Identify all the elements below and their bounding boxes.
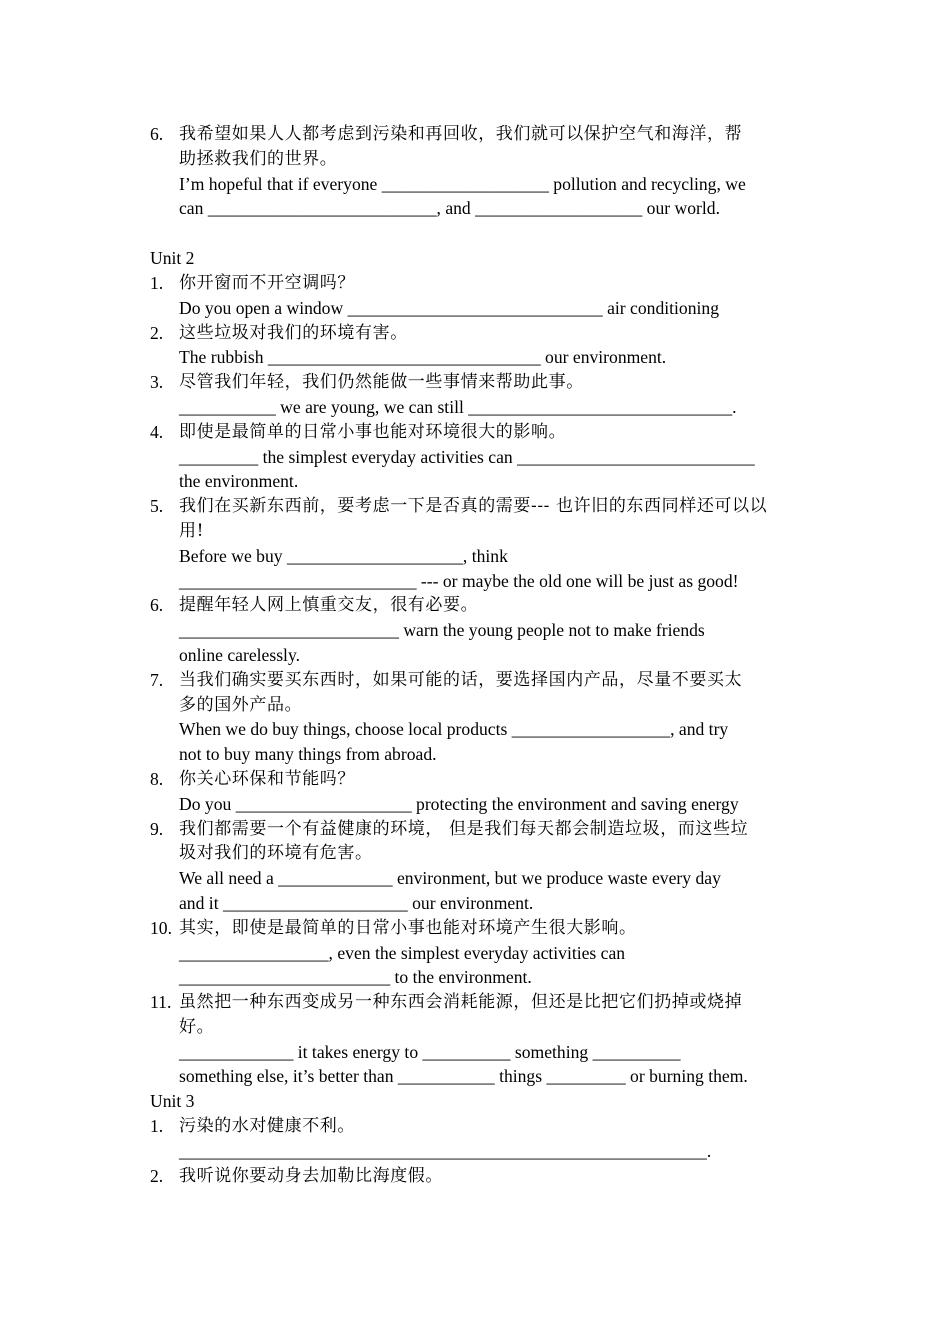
chinese-sentence: 你开窗而不开空调吗？ [179, 272, 355, 293]
english-sentence: online carelessly. [179, 644, 300, 665]
english-sentence: _________________, even the simplest everyday activities can [179, 942, 626, 963]
chinese-sentence: 多的国外产品。 [179, 694, 303, 715]
unit-heading: Unit 2 [150, 248, 195, 269]
chinese-sentence: 我听说你要动身去加勒比海度假。 [179, 1165, 443, 1186]
english-sentence: something else, it’s better than ___________ things _________ or burning them. [179, 1066, 748, 1087]
item-number: 1. [150, 272, 164, 293]
exercise-item [0, 420, 950, 494]
exercise-item [0, 767, 950, 817]
item-number: 5. [150, 496, 164, 517]
item-number: 2. [150, 1165, 164, 1186]
chinese-sentence: 我希望如果人人都考虑到污染和再回收，我们就可以保护空气和海洋，帮 [179, 124, 743, 144]
chinese-sentence: 这些垃圾对我们的环境有害。 [179, 322, 408, 343]
english-sentence: ____________________________________________________________. [179, 1140, 712, 1161]
english-sentence: We all need a _____________ environment, but we produce waste every day [179, 868, 721, 889]
unit-heading: Unit 3 [150, 1091, 195, 1112]
chinese-sentence: 我们在买新东西前，要考虑一下是否真的需要--- 也许旧的东西同样还可以以 [179, 496, 768, 517]
exercise-item [0, 668, 950, 767]
chinese-sentence: 虽然把一种东西变成另一种东西会消耗能源，但还是比把它们扔掉或烧掉 [179, 992, 743, 1013]
top-item-6 [0, 122, 950, 221]
chinese-sentence: 即使是最简单的日常小事也能对环境很大的影响。 [179, 421, 567, 442]
english-sentence: I’m hopeful that if everyone ___________________ pollution and recycling, we [179, 173, 746, 194]
exercise-item [0, 593, 950, 667]
exercise-item [0, 1114, 950, 1164]
unit-2-section [0, 246, 950, 1089]
unit-3-section [0, 1089, 950, 1188]
item-number: 7. [150, 669, 164, 690]
document-page [0, 122, 950, 1188]
english-sentence: The rubbish _______________________________ our environment. [179, 347, 667, 368]
exercise-item [0, 817, 950, 916]
chinese-sentence: 当我们确实要买东西时，如果可能的话，要选择国内产品，尽量不要买太 [179, 669, 743, 690]
chinese-sentence: 尽管我们年轻，我们仍然能做一些事情来帮助此事。 [179, 372, 584, 393]
chinese-sentence: 圾对我们的环境有危害。 [179, 843, 373, 864]
english-sentence: ___________________________ --- or maybe the old one will be just as good! [179, 570, 739, 591]
exercise-item [0, 271, 950, 321]
exercise-item [0, 990, 950, 1089]
english-sentence: Do you open a window _____________________________ air conditioning [179, 297, 719, 318]
english-sentence: _________________________ warn the young people not to make friends [179, 620, 705, 641]
item-number: 3. [150, 372, 164, 393]
exercise-item [0, 321, 950, 371]
item-number: 8. [150, 768, 164, 789]
english-sentence: When we do buy things, choose local products __________________, and try [179, 719, 729, 740]
english-sentence: Before we buy ____________________, think [179, 545, 508, 566]
exercise-item [0, 916, 950, 990]
item-number: 1. [150, 1116, 164, 1137]
chinese-sentence: 用! [179, 520, 205, 541]
english-sentence: _________ the simplest everyday activities can ___________________________ [179, 446, 755, 467]
english-sentence: ___________ we are young, we can still ______________________________. [179, 396, 737, 417]
item-number: 2. [150, 322, 164, 343]
english-sentence: Do you ____________________ protecting the environment and saving energy [179, 793, 739, 814]
english-sentence: _____________ it takes energy to __________ something __________ [179, 1041, 681, 1062]
item-number: 4. [150, 421, 164, 442]
chinese-sentence: 你关心环保和节能吗？ [179, 768, 355, 789]
english-sentence: the environment. [179, 471, 299, 492]
chinese-sentence: 我们都需要一个有益健康的环境， 但是我们每天都会制造垃圾，而这些垃 [179, 818, 749, 839]
english-sentence: ________________________ to the environment. [179, 967, 532, 988]
item-number: 11. [150, 992, 172, 1013]
chinese-sentence: 好。 [179, 1016, 215, 1037]
chinese-sentence: 提醒年轻人网上慎重交友，很有必要。 [179, 595, 479, 616]
item-number: 6. [150, 595, 164, 616]
item-number: 6. [150, 124, 164, 144]
item-number: 9. [150, 818, 164, 839]
english-sentence-cont: can __________________________, and ___________________ our world. [179, 198, 720, 219]
chinese-sentence-cont: 助拯救我们的世界。 [179, 148, 338, 169]
english-sentence: and it _____________________ our environment. [179, 892, 534, 913]
exercise-item [0, 1164, 950, 1189]
exercise-item [0, 370, 950, 420]
english-sentence: not to buy many things from abroad. [179, 744, 437, 765]
item-number: 10. [150, 917, 172, 938]
exercise-item [0, 494, 950, 593]
chinese-sentence: 其实，即使是最简单的日常小事也能对环境产生很大影响。 [179, 917, 637, 938]
chinese-sentence: 污染的水对健康不利。 [179, 1116, 355, 1137]
